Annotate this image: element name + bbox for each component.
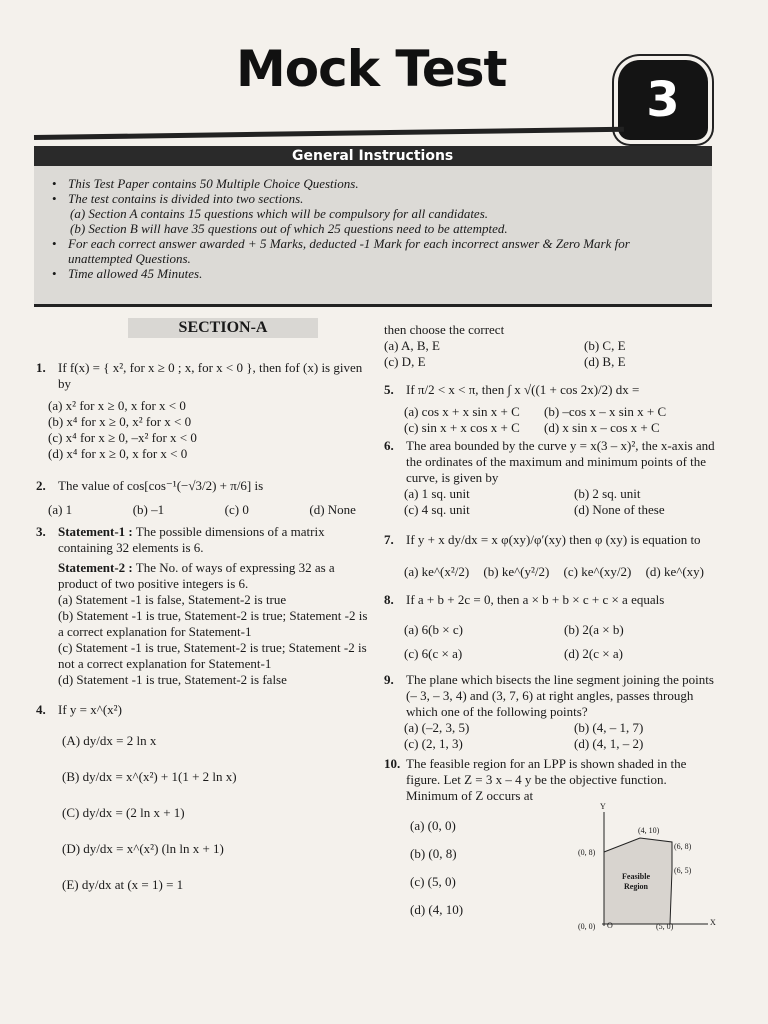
question-4	[36, 702, 376, 718]
options	[46, 592, 376, 688]
option[interactable]: (d) (4, 1, – 2)	[574, 736, 644, 751]
question-10	[384, 756, 724, 804]
instruction-item: • Time allowed 45 Minutes.	[52, 266, 692, 281]
instruction-item: • The test contains is divided into two sections.	[52, 191, 692, 206]
question-1	[36, 360, 376, 392]
question-number: 6.	[384, 438, 394, 453]
question-text: If π/2 < x < π, then ∫ x √((1 + cos 2x)/2) dx =	[406, 382, 640, 397]
option[interactable]: (d) ke^(xy)	[645, 564, 704, 579]
question-number: 9.	[384, 672, 394, 687]
option[interactable]: (b) C, E	[584, 338, 626, 353]
option[interactable]: (a) (0, 0)	[410, 818, 456, 833]
question-text: If a + b + 2c = 0, then a × b + b × c + c × a equals	[406, 592, 665, 607]
test-number-badge: 3	[618, 60, 708, 140]
left-column	[36, 318, 376, 894]
x-axis-label: X	[710, 918, 716, 927]
option[interactable]: (b) –1	[132, 502, 165, 517]
option[interactable]: (b) x⁴ for x ≥ 0, x² for x < 0	[48, 414, 192, 429]
options	[392, 486, 724, 518]
options	[392, 618, 724, 666]
option[interactable]: (b) (4, – 1, 7)	[574, 720, 644, 735]
option[interactable]: (c) 0	[224, 502, 249, 517]
feasible-region	[604, 838, 672, 924]
option[interactable]: (a) ke^(x²/2)	[404, 564, 470, 579]
instruction-item: (a) Section A contains 15 questions which will be compulsory for all candidates.	[70, 206, 489, 221]
divider	[34, 304, 712, 307]
question-number: 3.	[36, 524, 46, 539]
origin-label: O	[607, 921, 613, 930]
divider	[34, 127, 624, 140]
option[interactable]: (a) 1 sq. unit	[404, 486, 470, 501]
option[interactable]: (b) 2(a × b)	[564, 622, 624, 637]
question-7	[384, 532, 724, 548]
question-text: If y + x dy/dx = x φ(xy)/φ′(xy) then φ (xy) is equation to	[406, 532, 701, 547]
point-label: (6, 8)	[674, 842, 692, 851]
question-number: 10.	[384, 756, 401, 771]
instruction-item: • For each correct answer awarded + 5 Marks, deducted -1 Mark for each incorrect answer & Zero Mark for unattempted Questions.	[52, 236, 692, 266]
option[interactable]: (d) (4, 10)	[410, 902, 464, 917]
option[interactable]: (a) 6(b × c)	[404, 622, 463, 637]
options	[384, 338, 724, 354]
options	[50, 732, 376, 894]
statement-label: Statement-2 :	[58, 560, 133, 575]
question-9	[384, 672, 724, 720]
page-title: Mock Test	[236, 40, 507, 98]
option[interactable]: (d) None of these	[574, 502, 665, 517]
option[interactable]: (c) sin x + x cos x + C	[404, 420, 520, 435]
instructions-title: General Instructions	[292, 148, 454, 164]
option[interactable]: (b) –cos x – x sin x + C	[544, 404, 667, 419]
option[interactable]: (c) 4 sq. unit	[404, 502, 470, 517]
instruction-item: • This Test Paper contains 50 Multiple Choice Questions.	[52, 176, 692, 191]
point-label: (4, 10)	[638, 826, 660, 835]
y-axis-label: Y	[600, 802, 606, 811]
option[interactable]: (A) dy/dx = 2 ln x	[62, 733, 157, 748]
option[interactable]: (a) 1	[48, 502, 73, 517]
option[interactable]: (b) ke^(y²/2)	[483, 564, 550, 579]
option[interactable]: (a) cos x + x sin x + C	[404, 404, 520, 419]
question-number: 7.	[384, 532, 394, 547]
section-heading: SECTION-A	[128, 318, 318, 338]
option[interactable]: (b) Statement -1 is true, Statement-2 is true; Statement -2 is a correct explanation for Statement-1	[58, 608, 368, 639]
point-label: (0, 8)	[578, 848, 596, 857]
question-number: 8.	[384, 592, 394, 607]
option[interactable]: (d) 2(c × a)	[564, 646, 623, 661]
options	[36, 502, 376, 518]
options	[392, 404, 724, 436]
option[interactable]: (c) Statement -1 is true, Statement-2 is true; Statement -2 is not a correct explanation for Statement-1	[58, 640, 367, 671]
option[interactable]: (c) (2, 1, 3)	[404, 736, 463, 751]
question-5	[384, 382, 724, 398]
options	[36, 398, 376, 462]
question-3	[36, 524, 376, 592]
question-text: If y = x^(x²)	[58, 702, 122, 717]
option[interactable]: (a) (–2, 3, 5)	[404, 720, 470, 735]
options	[384, 354, 724, 370]
instructions-list	[52, 176, 692, 281]
option[interactable]: (a) Statement -1 is false, Statement-2 is true	[58, 592, 287, 607]
statement-text: The possible dimensions of a matrix containing 32 elements is 6.	[58, 524, 325, 555]
question-number: 5.	[384, 382, 394, 397]
point-label: (5, 0)	[656, 922, 674, 931]
option[interactable]: (d) x⁴ for x ≥ 0, x for x < 0	[48, 446, 188, 461]
question-text: The area bounded by the curve y = x(3 – x)², the x-axis and the ordinates of the maximum and minimum points of the curve, is given by	[406, 438, 715, 485]
option[interactable]: (E) dy/dx at (x = 1) = 1	[62, 877, 184, 892]
point-label: (0, 0)	[578, 922, 596, 931]
question-text: The plane which bisects the line segment joining the points (– 3, – 3, 4) and (3, 7, 6) at right angles, passes through which one of the following points?	[406, 672, 714, 719]
region-label: Region	[624, 882, 648, 891]
option[interactable]: (c) D, E	[384, 354, 426, 369]
option[interactable]: (d) x sin x – cos x + C	[544, 420, 660, 435]
option[interactable]: (d) Statement -1 is true, Statement-2 is false	[58, 672, 287, 687]
option[interactable]: (d) None	[309, 502, 356, 517]
option[interactable]: (B) dy/dx = x^(x²) + 1(1 + 2 ln x)	[62, 769, 237, 784]
statement-label: Statement-1 :	[58, 524, 133, 539]
question-number: 2.	[36, 478, 46, 493]
option[interactable]: (a) x² for x ≥ 0, x for x < 0	[48, 398, 186, 413]
lpp-graph	[576, 802, 726, 938]
option[interactable]: (a) A, B, E	[384, 338, 440, 353]
option[interactable]: (c) (5, 0)	[410, 874, 456, 889]
statement-text: The No. of ways of expressing 32 as a product of two positive integers is 6.	[58, 560, 335, 591]
question-8	[384, 592, 724, 608]
option[interactable]: (D) dy/dx = x^(x²) (ln ln x + 1)	[62, 841, 224, 856]
option[interactable]: (b) 2 sq. unit	[574, 486, 641, 501]
question-text: The feasible region for an LPP is shown shaded in the figure. Let Z = 3 x – 4 y be the objective function. Minimum of Z occurs at	[406, 756, 687, 803]
options	[392, 564, 724, 580]
question-number: 1.	[36, 360, 46, 375]
question-text: The value of cos[cos⁻¹(−√3/2) + π/6] is	[58, 478, 264, 493]
question-text: then choose the correct	[384, 322, 505, 337]
option[interactable]: (c) 6(c × a)	[404, 646, 463, 661]
region-label: Feasible	[622, 872, 650, 881]
options	[392, 720, 724, 752]
option[interactable]: (c) ke^(xy/2)	[563, 564, 632, 579]
option[interactable]: (C) dy/dx = (2 ln x + 1)	[62, 805, 185, 820]
question-2	[36, 478, 376, 494]
question-text: If f(x) = { x², for x ≥ 0 ; x, for x < 0 }, then fof (x) is given by	[58, 360, 363, 391]
question-6	[384, 438, 724, 486]
option[interactable]: (c) x⁴ for x ≥ 0, –x² for x < 0	[48, 430, 197, 445]
point-label: (6, 5)	[674, 866, 692, 875]
question-number: 4.	[36, 702, 46, 717]
instruction-item: (b) Section B will have 35 questions out of which 25 questions need to be attempted.	[70, 221, 508, 236]
option[interactable]: (b) (0, 8)	[410, 846, 457, 861]
option[interactable]: (d) B, E	[584, 354, 626, 369]
